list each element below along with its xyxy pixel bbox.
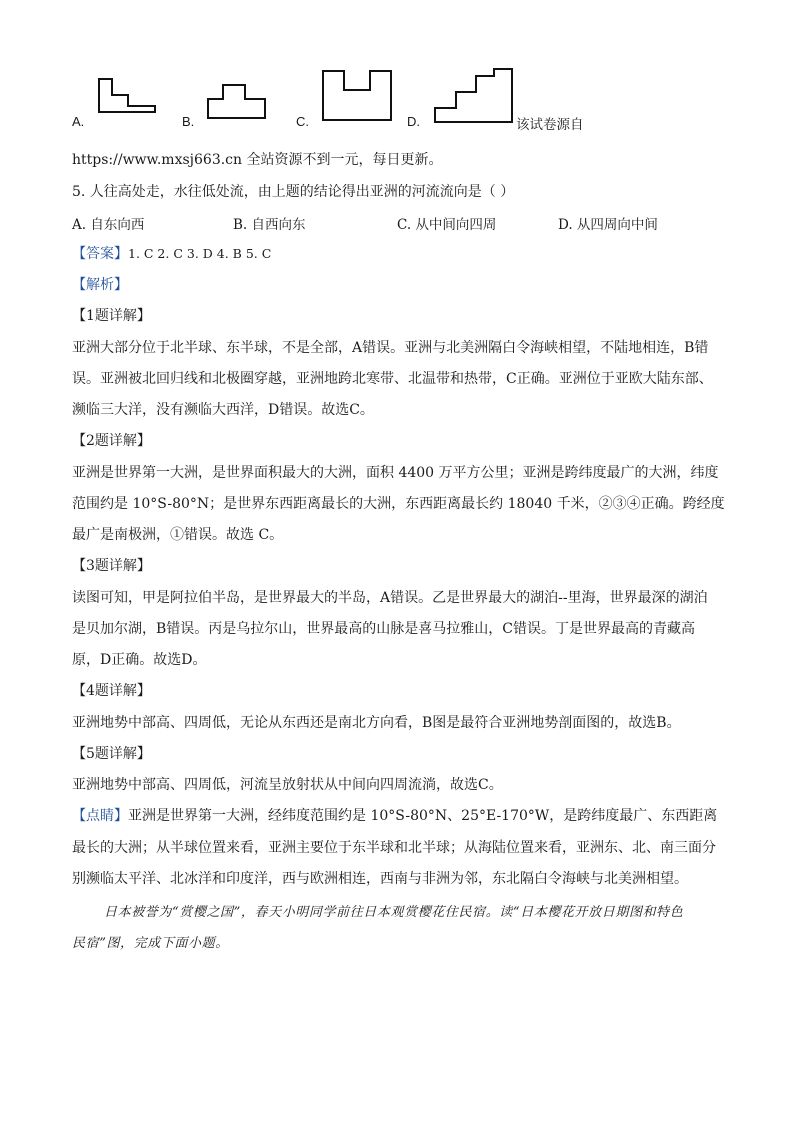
tips-line-1 (72, 806, 717, 826)
profile-figure-c (322, 70, 394, 122)
q5-stem: 5. 人往高处走，水往低处流，由上题的结论得出亚洲的河流流向是（ ） (72, 184, 515, 200)
section-4-line: 亚洲地势中部高、四周低，无论从东西还是南北方向看，B图是最符合亚洲地势剖面图的，故选B。 (72, 715, 681, 731)
section-2-heading: 【2题详解】 (72, 433, 151, 449)
section-1-line: 濒临三大洋，没有濒临大西洋，D错误。故选C。 (72, 402, 374, 418)
section-5-line: 亚洲地势中部高、四周低，河流呈放射状从中间向四周流淌，故选C。 (72, 777, 503, 793)
intro-line: 日本被誉为“赏樱之国”，春天小明同学前往日本观赏樱花住民宿。读“日本樱花开放日期图和特色 (104, 905, 684, 920)
tips-text: 亚洲是世界第一大洲，经纬度范围约是 10°S-80°N、25°E-170°W，是跨纬度最广、东西距离 (128, 808, 718, 824)
intro-line: 民宿”图，完成下面小题。 (72, 936, 229, 951)
answer-label: 【答案】 (72, 246, 128, 262)
section-4-heading: 【4题详解】 (72, 683, 151, 699)
tips-line: 别濒临太平洋、北冰洋和印度洋，西与欧洲相连，西南与非洲为邻，东北隔白令海峡与北美洲相望。 (72, 871, 688, 887)
site-line: https://www.mxsj663.cn 全站资源不到一元，每日更新。 (72, 152, 443, 168)
option-b-label: B. (182, 114, 195, 129)
answer-text: 1. C 2. C 3. D 4. B 5. C (128, 246, 272, 261)
q5-option-c: C. 从中间向四周 (397, 217, 497, 233)
section-5-heading: 【5题详解】 (72, 746, 151, 762)
section-1-line: 误。亚洲被北回归线和北极圈穿越，亚洲地跨北寒带、北温带和热带，C正确。亚洲位于亚欧大陆东部、 (72, 371, 713, 387)
section-3-line: 原，D正确。故选D。 (72, 652, 207, 668)
profile-figure-d (434, 68, 516, 124)
option-d-label: D. (407, 114, 420, 129)
section-2-line: 范围约是 10°S-80°N；是世界东西距离最长的大洲，东西距离最长约 18040 千米，②③④正确。跨经度 (72, 496, 725, 512)
section-3-line: 读图可知，甲是阿拉伯半岛，是世界最大的半岛，A错误。乙是世界最大的湖泊--里海，世界最深的湖泊 (72, 590, 708, 606)
source-note: 该试卷源自 (516, 117, 584, 133)
section-1-line: 亚洲大部分位于北半球、东半球，不是全部，A错误。亚洲与北美洲隔白令海峡相望，不陆地相连，B错 (72, 340, 709, 356)
profile-figure-a (98, 78, 160, 114)
section-3-heading: 【3题详解】 (72, 558, 151, 574)
analysis-label: 【解析】 (72, 277, 128, 293)
answer-line (72, 244, 271, 264)
q5-option-b: B. 自西向东 (233, 217, 306, 233)
option-a-label: A. (72, 114, 85, 129)
section-2-line: 亚洲是世界第一大洲，是世界面积最大的大洲，面积 4400 万平方公里；亚洲是跨纬度最广的大洲，纬度 (72, 465, 719, 481)
q5-option-d: D. 从四周向中间 (558, 217, 658, 233)
q5-option-a: A. 自东向西 (72, 217, 145, 233)
option-c-label: C. (296, 114, 309, 129)
tips-line: 最长的大洲；从半球位置来看，亚洲主要位于东半球和北半球；从海陆位置来看，亚洲东、北、南三面分 (72, 840, 716, 856)
section-1-heading: 【1题详解】 (72, 308, 151, 324)
section-3-line: 是贝加尔湖，B错误。丙是乌拉尔山，世界最高的山脉是喜马拉雅山，C错误。丁是世界最高的青藏高 (72, 621, 695, 637)
section-2-line: 最广是南极洲，①错误。故选 C。 (72, 527, 284, 543)
profile-figure-b (207, 80, 269, 120)
tips-label: 【点睛】 (72, 808, 128, 824)
